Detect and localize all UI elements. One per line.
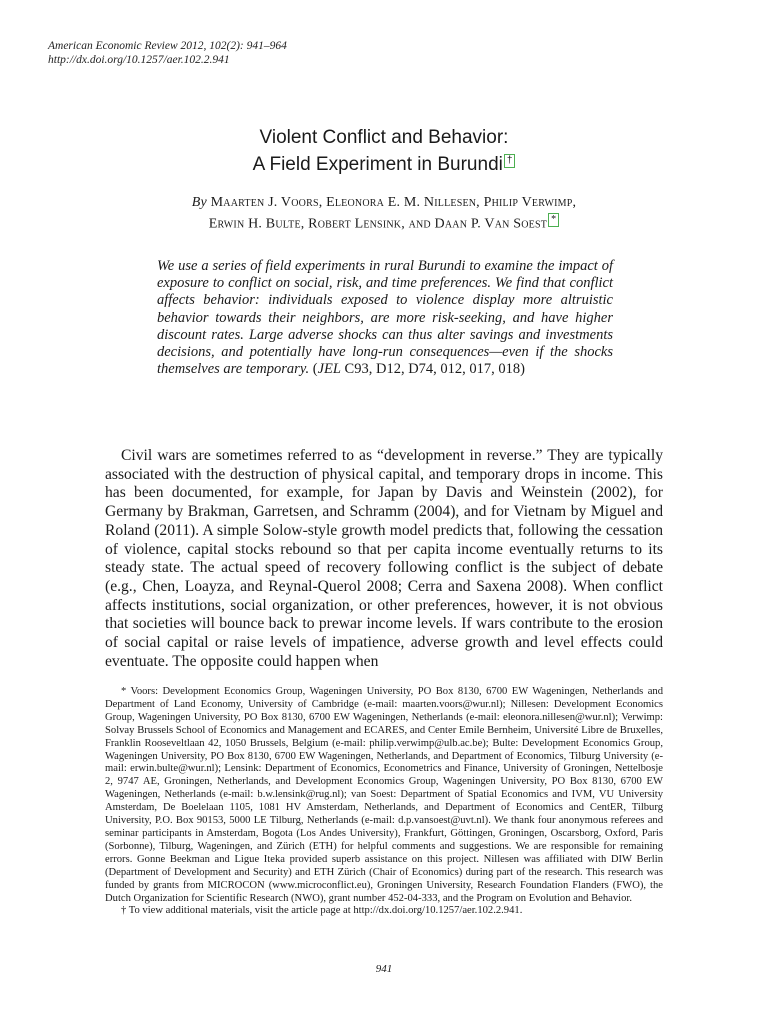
jel-label: JEL <box>317 361 341 378</box>
title-line-2-text: A Field Experiment in Burundi <box>252 154 503 175</box>
authors-line-2 <box>0 213 768 235</box>
jel-open-paren: ( <box>312 361 318 378</box>
title-footnote-link[interactable]: † <box>504 154 516 168</box>
page-number: 941 <box>375 963 393 975</box>
journal-header <box>48 39 287 67</box>
additional-materials-footnote: † To view additional materials, visit the article page at http://dx.doi.org/10.1257/aer.102.2.941. <box>121 905 523 917</box>
jel-code-list: C93, D12, D74, 012, 017, 018) <box>340 361 525 378</box>
authors-line-1-text: Maarten J. Voors, Eleonora E. M. Nillesen, Philip Verwimp, <box>210 195 577 210</box>
footnotes <box>105 686 663 918</box>
authors-line-2-text: Erwin H. Bulte, Robert Lensink, and Daan P. Van Soest <box>208 216 548 232</box>
paper-title <box>0 124 768 178</box>
body-paragraph: Civil wars are sometimes referred to as “development in reverse.” They are typically associated with the destruction of physical capital, and temporary drops in income. This has been documented, for example, for Japan by Davis and Weinstein (2002), for Germany by Brakman, Garretsen, and Schramm (2004), and for Vietnam by Miguel and Roland (2011). A simple Solow-style growth model predicts that, following the cessation of violence, capital stocks rebound so that per capita income eventually returns to its steady state. The actual speed of recovery following conflict is the subject of debate (e.g., Chen, Loayza, and Reynal-Querol 2008; Cerra and Saxena 2008). When conflict affects institutions, social organization, or other preferences, however, it is not obvious that societies will bounce back to prewar income levels. If wars contribute to the erosion of social capital or raise levels of impatience, adverse growth and level effects could eventuate. The opposite could happen when <box>105 447 663 670</box>
authors-line-1 <box>0 193 768 213</box>
jel-codes <box>313 361 525 377</box>
doi-link[interactable]: http://dx.doi.org/10.1257/aer.102.2.941 <box>48 54 230 66</box>
abstract-text: We use a series of field experiments in rural Burundi to examine the impact of exposure to conflict on social, risk, and time preferences. We find that conflict affects behavior: individuals exposed to violence display more altruistic behavior towards their neighbors, are more risk-seeking, and have higher discount rates. Large adverse shocks can thus alter savings and investments decisions, and potentially have long-run consequences—even if the shocks themselves are temporary. <box>157 258 613 378</box>
journal-citation: American Economic Review 2012, 102(2): 941–964 <box>48 40 287 52</box>
author-affiliation-footnote: * Voors: Development Economics Group, Wageningen University, PO Box 8130, 6700 EW Wageningen, Netherlands and Department of Land Economy, University of Cambridge (e-mail: maarten.voors@wur.nl); Nillesen: Development Economics Group, Wageningen University, PO Box 8130, 6700 EW Wageningen, Netherlands (e-mail: eleonora.nillesen@wur.nl); Verwimp: Solvay Brussels School of Economics and Management and ECARES, and Center Emile Bernheim, Université Libre de Bruxelles, Franklin Rooseveltlaan 42, 1050 Brussels, Belgium (e-mail: philip.verwimp@ulb.ac.be); Bulte: Development Economics Group, Wageningen University, PO Box 8130, 6700 EW Wageningen, Netherlands, and Department of Economics, Tilburg University (e-mail: erwin.bulte@wur.nl); Lensink: Department of Economics, Econometrics and Finance, University of Groningen, Nettelbosje 2, 9747 AE, Groningen, Netherlands, and Development Economics Group, Wageningen University, PO Box 8130, 6700 EW Wageningen, Netherlands (e-mail: b.w.lensink@rug.nl); van Soest: Department of Spatial Economics and IVM, VU University Amsterdam, De Boelelaan 1105, 1081 HV Amsterdam, Netherlands, and Department of Economics and CentER, Tilburg University, P.O. Box 90153, 5000 LE Tilburg, Netherlands (e-mail: d.p.vansoest@uvt.nl). We thank four anonymous referees and seminar participants in Amsterdam, Bogota (Los Andes University), Frankfurt, Göttingen, Groningen, Oscarsborg, Oxford, Paris (Sorbonne), Tilburg, Wageningen, and Zürich (ETH) for helpful comments and suggestions. We are responsible for remaining errors. Gonne Beekman and Ligue Iteka provided superb assistance on this project. Nillesen was affiliated with DIW Berlin (Department of Development and Security) and ETH Zürich (Chair of Economics) during part of the research. This research was funded by grants from MICROCON (www.microconflict.eu), Groningen University, Research Foundation Flanders (FWO), the Dutch Organization for Scientific Research (NWO), grant number 452-04-333, and the Program on Evolution and Behavior. <box>105 686 663 904</box>
title-line-1: Violent Conflict and Behavior: <box>259 127 509 148</box>
author-list <box>0 193 768 235</box>
author-footnote-link[interactable]: * <box>548 213 559 227</box>
abstract <box>157 258 613 378</box>
title-line-2 <box>0 151 768 178</box>
by-label: By <box>191 195 207 210</box>
